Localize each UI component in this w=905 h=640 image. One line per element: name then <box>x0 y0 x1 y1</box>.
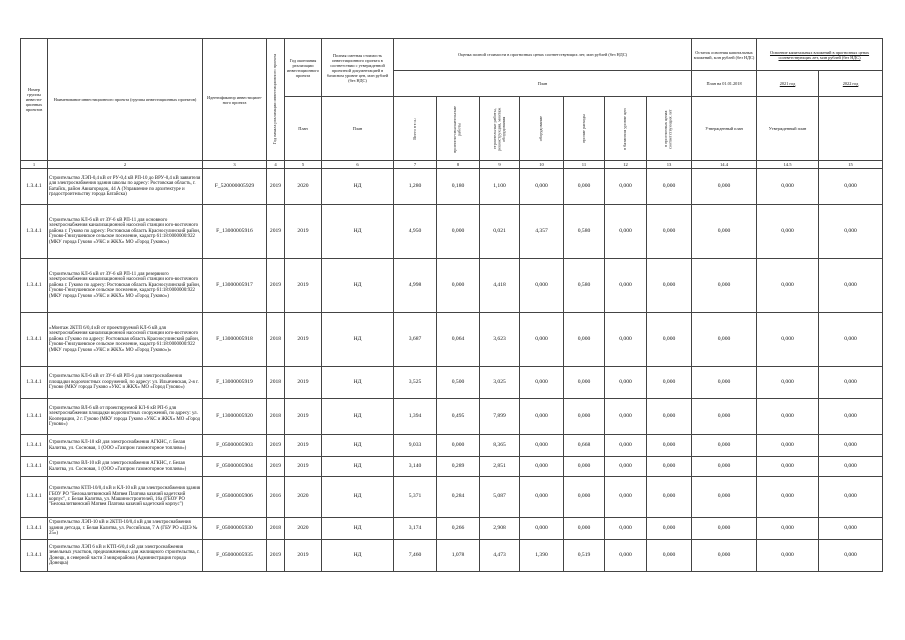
col-number: 11 <box>564 161 605 169</box>
pir-cost-cell: 0,000 <box>437 435 480 457</box>
other-cost-cell: 0,668 <box>564 435 605 457</box>
header-2022: 2022 год <box>819 71 883 97</box>
header-project-name: Наименование инвестиционного проекта (группы инвестиционных проектов) <box>48 39 203 161</box>
year-end-cell: 2020 <box>285 518 322 540</box>
other-cost-cell: 0,000 <box>564 169 605 205</box>
plan-2021-cell: 0,000 <box>692 205 757 259</box>
year-end-cell: 2019 <box>285 259 322 313</box>
remaining-base-cell: 0,000 <box>605 435 647 457</box>
project-name-cell: Строительство КЛ-10 кВ для электроснабжения АГКНС, г. Белая Калитва, ул. Сосновая, 1 (ООО «Газпром газомоторное топливо») <box>48 435 203 457</box>
plan-2022-cell: 0,000 <box>757 477 819 518</box>
total-plan-cell: 0,000 <box>819 435 883 457</box>
plan-2021-cell: 0,000 <box>692 259 757 313</box>
year-start-cell: 2018 <box>267 313 285 367</box>
year-start-cell: 2019 <box>267 435 285 457</box>
smr-cost-cell: 4,473 <box>480 540 520 572</box>
group-number-cell: 1.3.4.1 <box>21 435 48 457</box>
total-cost-cell: 3,525 <box>394 367 437 399</box>
header-plan: План <box>394 71 692 97</box>
plan-2021-cell: 0,000 <box>692 540 757 572</box>
col-number: 5 <box>285 161 322 169</box>
total-cost-cell: 4,950 <box>394 205 437 259</box>
header-smr: строительные работы, реконструкция, монтаж оборудования <box>491 106 506 151</box>
total-plan-cell: 0,000 <box>819 313 883 367</box>
col-number: 14.4 <box>692 161 757 169</box>
identifier-cell: F_13000005920 <box>203 399 267 435</box>
remaining-base-cell: 0,000 <box>605 169 647 205</box>
smr-cost-cell: 7,899 <box>480 399 520 435</box>
header-forecast-cell <box>647 97 692 161</box>
project-name-cell: Строительство ЛЭП-0,4 кВ от РУ-0,4 кВ РП-10 до ВРУ-0,4 кВ заявителя для электроснабжения здания школы по адресу: Ростовская область, г. Батайск, район Авиагородок, 44 А (Управление по архитектуре и градостроительству города Батайска) <box>48 169 203 205</box>
group-number-cell: 1.3.4.1 <box>21 457 48 477</box>
plan-2021-cell: 0,000 <box>692 399 757 435</box>
smr-cost-cell: 1,100 <box>480 169 520 205</box>
equip-cost-cell: 0,000 <box>520 169 564 205</box>
smr-cost-cell: 8,365 <box>480 435 520 457</box>
other-cost-cell: 0,000 <box>564 518 605 540</box>
identifier-cell: F_05000005904 <box>203 457 267 477</box>
total-cost-cell: 9,033 <box>394 435 437 457</box>
plan-2021-cell: 0,000 <box>692 367 757 399</box>
smr-cost-cell: 0,021 <box>480 205 520 259</box>
remaining-forecast-cell: 0,000 <box>647 477 692 518</box>
other-cost-cell: 0,000 <box>564 399 605 435</box>
header-estimate: Оценка полной стоимости в прогнозных ценах соответствующих лет, млн рублей (без НДС) <box>394 39 692 71</box>
header-approved-b: Утвержденный план <box>757 97 819 161</box>
table-header <box>21 39 883 169</box>
remaining-forecast-cell: 0,000 <box>647 367 692 399</box>
header-2021: 2021 год <box>757 71 819 97</box>
equip-cost-cell: 0,000 <box>520 477 564 518</box>
col-number: 10 <box>520 161 564 169</box>
full-cost-cell: НД <box>322 367 394 399</box>
equip-cost-cell: 0,000 <box>520 399 564 435</box>
total-cost-cell: 7,460 <box>394 540 437 572</box>
full-cost-cell: НД <box>322 477 394 518</box>
remaining-base-cell: 0,000 <box>605 259 647 313</box>
other-cost-cell: 0,580 <box>564 205 605 259</box>
identifier-cell: F_13000005916 <box>203 205 267 259</box>
pir-cost-cell: 1,078 <box>437 540 480 572</box>
smr-cost-cell: 3,025 <box>480 367 520 399</box>
plan-2021-cell: 0,000 <box>692 435 757 457</box>
table-row <box>21 518 883 540</box>
total-plan-cell: 0,000 <box>819 169 883 205</box>
smr-cost-cell: 2,851 <box>480 457 520 477</box>
header-plan-b: План <box>322 97 394 161</box>
group-number-cell: 1.3.4.1 <box>21 313 48 367</box>
header-full-cost: Полная сметная стоимость инвестиционного проекта в соответствии с утвержденной проектной документацией в базисном уровне цен, млн рублей (без НДС) <box>322 39 394 97</box>
year-end-cell: 2019 <box>285 205 322 259</box>
total-plan-cell: 0,000 <box>819 399 883 435</box>
plan-2022-cell: 0,000 <box>757 540 819 572</box>
col-number: 9 <box>480 161 520 169</box>
table-row <box>21 313 883 367</box>
plan-2021-cell: 0,000 <box>692 457 757 477</box>
year-start-cell: 2018 <box>267 399 285 435</box>
header-year-start-cell <box>267 39 285 161</box>
remaining-base-cell: 0,000 <box>605 540 647 572</box>
full-cost-cell: НД <box>322 435 394 457</box>
full-cost-cell: НД <box>322 259 394 313</box>
col-number: 14.5 <box>757 161 819 169</box>
identifier-cell: F_05000005906 <box>203 477 267 518</box>
remaining-forecast-cell: 0,000 <box>647 435 692 457</box>
total-cost-cell: 3,140 <box>394 457 437 477</box>
pir-cost-cell: 0,266 <box>437 518 480 540</box>
total-cost-cell: 4,998 <box>394 259 437 313</box>
equip-cost-cell: 1,390 <box>520 540 564 572</box>
plan-2022-cell: 0,000 <box>757 169 819 205</box>
remaining-base-cell: 0,000 <box>605 518 647 540</box>
remaining-base-cell: 0,000 <box>605 313 647 367</box>
header-pir-cell <box>437 97 480 161</box>
remaining-forecast-cell: 0,000 <box>647 540 692 572</box>
remaining-base-cell: 0,000 <box>605 205 647 259</box>
col-number: 1 <box>21 161 48 169</box>
identifier-cell: F_05000005930 <box>203 518 267 540</box>
total-cost-cell: 1,280 <box>394 169 437 205</box>
remaining-forecast-cell: 0,000 <box>647 399 692 435</box>
table-row <box>21 205 883 259</box>
equip-cost-cell: 0,000 <box>520 367 564 399</box>
year-start-cell: 2019 <box>267 205 285 259</box>
group-number-cell: 1.3.4.1 <box>21 205 48 259</box>
group-number-cell: 1.3.4.1 <box>21 518 48 540</box>
equip-cost-cell: 0,000 <box>520 518 564 540</box>
year-start-cell: 2016 <box>267 477 285 518</box>
pir-cost-cell: 0,284 <box>437 477 480 518</box>
col-number: 15 <box>819 161 883 169</box>
full-cost-cell: НД <box>322 205 394 259</box>
equip-cost-cell: 4,357 <box>520 205 564 259</box>
remaining-forecast-cell: 0,000 <box>647 259 692 313</box>
plan-2022-cell: 0,000 <box>757 205 819 259</box>
total-plan-cell: 0,000 <box>819 367 883 399</box>
project-name-cell: «Монтаж 2КТП 6/0,4 кВ от проектируемой КЛ-6 кВ для электроснабжения канализационной насосной станции юго-восточного района г.Гуково по адресу: Ростовская область Красносулинский район, Гуково-Гнилушевское сельское поселение, кадастр 61:18:0000000:922 (МКУ города Гуково «УКС и ЖКХ» МО «Город Гуково»)» <box>48 313 203 367</box>
identifier-cell: F_13000005918 <box>203 313 267 367</box>
plan-2021-cell: 0,000 <box>692 313 757 367</box>
total-plan-cell: 0,000 <box>819 457 883 477</box>
plan-2022-cell: 0,000 <box>757 435 819 457</box>
identifier-cell: F_05000005903 <box>203 435 267 457</box>
year-end-cell: 2019 <box>285 313 322 367</box>
group-number-cell: 1.3.4.1 <box>21 540 48 572</box>
plan-2021-cell: 0,000 <box>692 169 757 205</box>
year-start-cell: 2019 <box>267 169 285 205</box>
header-total-incl: Всего в т.ч.: <box>411 117 417 140</box>
project-name-cell: Строительство КЛ-6 кВ от ЗУ-6 кВ РП-11 для резервного электроснабжения канализационной насосной станции юго-восточного района г. Гуково по адресу: Ростовская область Красносулинский район, Гуково-Гнилушевское сельское поселение, кадастр 61:18:0000000:922 (МКУ города Гуково «УКС и ЖКХ» МО «Город Гуково») <box>48 259 203 313</box>
header-group-number: Номер группы инвести-ционных проектов <box>21 39 48 161</box>
table-row <box>21 399 883 435</box>
year-end-cell: 2019 <box>285 367 322 399</box>
year-end-cell: 2019 <box>285 457 322 477</box>
other-cost-cell: 0,000 <box>564 477 605 518</box>
table-body <box>21 169 883 572</box>
header-investments: Освоение капитальных вложений в прогнозных ценах соответствующих лет, млн рублей (без НДС) <box>757 39 883 71</box>
remaining-base-cell: 0,000 <box>605 367 647 399</box>
group-number-cell: 1.3.4.1 <box>21 477 48 518</box>
pir-cost-cell: 0,180 <box>437 169 480 205</box>
pir-cost-cell: 0,000 <box>437 259 480 313</box>
pir-cost-cell: 0,000 <box>437 205 480 259</box>
header-plan-a: План <box>285 97 322 161</box>
header-approved-a: Утвержденный план <box>692 97 757 161</box>
col-number: 3 <box>203 161 267 169</box>
header-year-end: Год окончания реализации инвестиционного проекта <box>285 39 322 97</box>
group-number-cell: 1.3.4.1 <box>21 367 48 399</box>
remaining-forecast-cell: 0,000 <box>647 169 692 205</box>
table-row <box>21 435 883 457</box>
header-other: прочие расходы <box>580 114 586 143</box>
year-start-cell: 2019 <box>267 259 285 313</box>
remaining-forecast-cell: 0,000 <box>647 205 692 259</box>
project-name-cell: Строительство ЛЭП 6 кВ и КТП-6/0,4 кВ для электроснабжения земельных участков, предназначенных для жилищного строительства, г. Донецк, в северной части 3 микрорайона (Администрация города Донецка) <box>48 540 203 572</box>
identifier-cell: F_520000005929 <box>203 169 267 205</box>
table-row <box>21 540 883 572</box>
total-plan-cell: 0,000 <box>819 205 883 259</box>
remaining-forecast-cell: 0,000 <box>647 518 692 540</box>
table-row <box>21 477 883 518</box>
header-year-start: Год начала реализации инвестиционного проекта <box>272 54 278 145</box>
full-cost-cell: НД <box>322 399 394 435</box>
col-number: 6 <box>322 161 394 169</box>
other-cost-cell: 0,000 <box>564 313 605 367</box>
pir-cost-cell: 0,500 <box>437 367 480 399</box>
col-number: 2 <box>48 161 203 169</box>
identifier-cell: F_05000005935 <box>203 540 267 572</box>
col-number: 8 <box>437 161 480 169</box>
full-cost-cell: НД <box>322 169 394 205</box>
project-name-cell: Строительство ВЛ-6 кВ от проектируемой КЛ-6 кВ РП-6 для электроснабжения площадки водоочистных сооружений, по адресу: ул. Кооперации, 2 г. Гуково (МКУ города Гуково «УКС и ЖКХ» МО «Город Гуково») <box>48 399 203 435</box>
header-pir: проектно-изыскательские работы <box>452 104 462 153</box>
plan-2022-cell: 0,000 <box>757 399 819 435</box>
year-start-cell: 2019 <box>267 457 285 477</box>
year-end-cell: 2019 <box>285 540 322 572</box>
other-cost-cell: 0,000 <box>564 457 605 477</box>
header-plan-to: План на 01.01.2018 <box>692 71 757 97</box>
col-number: 13 <box>647 161 692 169</box>
other-cost-cell: 0,580 <box>564 259 605 313</box>
project-name-cell: Строительство ЛЭП-10 кВ и 2КТП-10/0,4 кВ для электроснабжения здания детсада, г. Белая Калитва, ул. Российская, 7 А (ГБУ РО «ЦЗЭ № 25») <box>48 518 203 540</box>
col-number: 4 <box>267 161 285 169</box>
header-forecast: в прогнозных ценах соответствующих лет <box>663 108 674 149</box>
plan-2021-cell: 0,000 <box>692 477 757 518</box>
year-start-cell: 2018 <box>267 367 285 399</box>
smr-cost-cell: 5,087 <box>480 477 520 518</box>
group-number-cell: 1.3.4.1 <box>21 399 48 435</box>
full-cost-cell: НД <box>322 313 394 367</box>
other-cost-cell: 0,519 <box>564 540 605 572</box>
remaining-forecast-cell: 0,000 <box>647 313 692 367</box>
total-plan-cell: 0,000 <box>819 259 883 313</box>
other-cost-cell: 0,000 <box>564 367 605 399</box>
total-plan-cell: 0,000 <box>819 540 883 572</box>
year-start-cell: 2018 <box>267 518 285 540</box>
full-cost-cell: НД <box>322 457 394 477</box>
header-equip-cell <box>520 97 564 161</box>
total-cost-cell: 3,687 <box>394 313 437 367</box>
table-row <box>21 169 883 205</box>
header-remaining: Остаток освоения капитальных вложений, млн рублей (без НДС) <box>692 39 757 71</box>
total-cost-cell: 5,371 <box>394 477 437 518</box>
equip-cost-cell: 0,000 <box>520 313 564 367</box>
plan-2022-cell: 0,000 <box>757 518 819 540</box>
plan-2022-cell: 0,000 <box>757 313 819 367</box>
pir-cost-cell: 0,289 <box>437 457 480 477</box>
equip-cost-cell: 0,000 <box>520 259 564 313</box>
total-plan-cell: 0,000 <box>819 518 883 540</box>
col-number: 7 <box>394 161 437 169</box>
investment-projects-table <box>20 38 883 572</box>
year-end-cell: 2019 <box>285 399 322 435</box>
total-plan-cell: 0,000 <box>819 477 883 518</box>
equip-cost-cell: 0,000 <box>520 435 564 457</box>
group-number-cell: 1.3.4.1 <box>21 259 48 313</box>
plan-2022-cell: 0,000 <box>757 367 819 399</box>
equip-cost-cell: 0,000 <box>520 457 564 477</box>
plan-2022-cell: 0,000 <box>757 457 819 477</box>
col-number: 12 <box>605 161 647 169</box>
year-start-cell: 2019 <box>267 540 285 572</box>
total-cost-cell: 3,174 <box>394 518 437 540</box>
header-smr-cell <box>480 97 520 161</box>
header-identifier: Идентификатор инвестицион-ного проекта <box>203 39 267 161</box>
remaining-base-cell: 0,000 <box>605 399 647 435</box>
table-row <box>21 259 883 313</box>
full-cost-cell: НД <box>322 540 394 572</box>
plan-2021-cell: 0,000 <box>692 518 757 540</box>
header-base-level-cell <box>605 97 647 161</box>
remaining-forecast-cell: 0,000 <box>647 457 692 477</box>
year-end-cell: 2019 <box>285 435 322 457</box>
smr-cost-cell: 4,418 <box>480 259 520 313</box>
pir-cost-cell: 0,495 <box>437 399 480 435</box>
year-end-cell: 2020 <box>285 169 322 205</box>
header-equip: оборудование <box>538 115 544 142</box>
investment-table-page <box>20 38 882 572</box>
total-cost-cell: 1,394 <box>394 399 437 435</box>
header-total-incl-cell <box>394 97 437 161</box>
smr-cost-cell: 3,623 <box>480 313 520 367</box>
remaining-base-cell: 0,000 <box>605 457 647 477</box>
table-row <box>21 367 883 399</box>
project-name-cell: Строительство КЛ-6 кВ от ЗУ-6 кВ РП-11 для основного электроснабжения канализационной насосной станции юго-восточного района г. Гуково по адресу: Ростовская область Красносулинский район, Гуково-Гнилушевское сельское поселение, кадастр 61:18:0000000:922 (МКУ города Гуково «УКС и ЖКХ» МО «Город Гуково») <box>48 205 203 259</box>
project-name-cell: Строительство КТП-10/0,4 кВ и КЛ-10 кВ для электроснабжения здания ГБОУ РО "Белокалитвинский Матвея Платова казачий кадетский корпус", г. Белая Калитва, ул. Машиностроителей, 16а (ГБОУ РО "Белокалитвинский Матвея Платова казачий кадетский корпус") <box>48 477 203 518</box>
group-number-cell: 1.3.4.1 <box>21 169 48 205</box>
header-other-cell <box>564 97 605 161</box>
remaining-base-cell: 0,000 <box>605 477 647 518</box>
smr-cost-cell: 2,908 <box>480 518 520 540</box>
pir-cost-cell: 0,064 <box>437 313 480 367</box>
full-cost-cell: НД <box>322 518 394 540</box>
table-row <box>21 457 883 477</box>
plan-2022-cell: 0,000 <box>757 259 819 313</box>
column-number-row <box>21 161 883 169</box>
project-name-cell: Строительство КЛ-6 кВ от ЗУ-6 кВ РП-6 для электроснабжения площадки водоочистных сооружений, по адресу: ул. Ильичевская, 2-я г. Гуково (МКУ города Гуково «УКС и ЖКХ» МО «Город Гуково») <box>48 367 203 399</box>
header-base-level: в базисном уровне цен <box>622 107 628 150</box>
identifier-cell: F_13000005919 <box>203 367 267 399</box>
identifier-cell: F_13000005917 <box>203 259 267 313</box>
year-end-cell: 2020 <box>285 477 322 518</box>
project-name-cell: Строительство ВЛ-10 кВ для электроснабжения АГКНС, г. Белая Калитва, ул. Сосновая, 1 (ООО «Газпром газомоторное топливо») <box>48 457 203 477</box>
